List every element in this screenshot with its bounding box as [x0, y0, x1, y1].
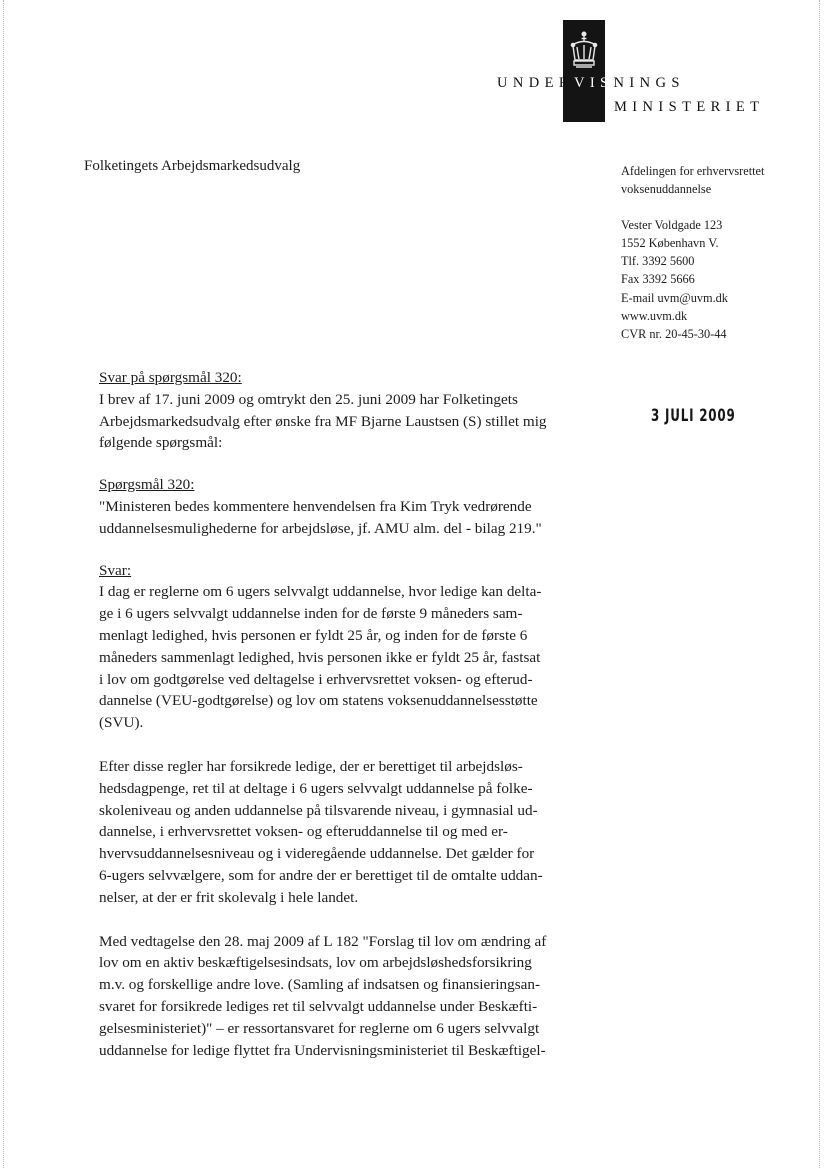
sender-address: Vester Voldgade 123 — [621, 218, 723, 233]
answer-line: måneders sammenlagt ledighed, hvis personen ikke er fyldt 25 år, fastsat — [99, 648, 541, 666]
answer-paragraph-1 — [99, 560, 569, 734]
sender-city: 1552 København V. — [621, 236, 719, 251]
recipient: Folketingets Arbejdsmarkedsudvalg — [84, 158, 301, 174]
department-line1: Afdelingen for erhvervsrettet — [621, 164, 765, 178]
intro-section — [99, 367, 569, 454]
answer-line: svaret for forsikrede lediges ret til selvvalgt uddannelse under Beskæfti- — [99, 997, 538, 1015]
answer-line: hedsdagpenge, ret til at deltage i 6 ugers selvvalgt uddannelse på folke- — [99, 779, 533, 797]
answer-line: dannelse (VEU-godtgørelse) og lov om statens voksenuddannelsesstøtte — [99, 692, 538, 710]
answer-line: m.v. og forskellige andre love. (Samling af indsatsen og finansieringsan- — [99, 976, 541, 994]
sender-cvr: CVR nr. 20-45-30-44 — [621, 326, 727, 341]
intro-heading: Svar på spørgsmål 320: — [99, 369, 242, 386]
answer-line: lov om en aktiv beskæftigelsesindsats, lov om arbejdsløshedsforsikring — [99, 954, 532, 972]
answer-line: skoleniveau og anden uddannelse på tilsvarende niveau, i gymnasial ud- — [99, 801, 538, 819]
answer-line: Efter disse regler har forsikrede ledige, der er berettiget til arbejdsløs- — [99, 757, 523, 775]
answer-line: hvervsuddannelsesniveau og i videregående uddannelse. Det gælder for — [99, 845, 535, 863]
answer-paragraph-3 — [99, 931, 569, 1062]
intro-line: I brev af 17. juni 2009 og omtrykt den 25. juni 2009 har Folketingets — [99, 390, 518, 408]
date-stamp: 3 JULI 2009 — [651, 406, 736, 426]
question-line: uddannelsesmulighederne for arbejdsløse, jf. AMU alm. del - bilag 219." — [99, 519, 542, 537]
answer-line: uddannelse for ledige flyttet fra Undervisningsministeriet til Beskæftigel- — [99, 1041, 546, 1059]
sender-fax: Fax 3392 5666 — [621, 272, 695, 287]
page-edge-right — [819, 0, 821, 1168]
logo-wordmark-line1 — [497, 73, 685, 93]
question-heading: Spørgsmål 320: — [99, 476, 195, 494]
page-edge-left — [3, 0, 5, 1168]
logo-wordmark-line2: MINISTERIET — [614, 99, 765, 115]
answer-line: nelser, at der er frit skolevalg i hele landet. — [99, 888, 359, 906]
answer-heading: Svar: — [99, 561, 132, 579]
ministry-logo-block — [563, 20, 605, 122]
logo-wordmark-part2: VIS — [573, 75, 614, 91]
sender-phone: Tlf. 3392 5600 — [621, 254, 695, 269]
answer-paragraph-2 — [99, 756, 569, 909]
answer-line: (SVU). — [99, 714, 144, 732]
answer-line: gelsesministeriet)" – er ressortansvaret for reglerne om 6 ugers selvvalgt — [99, 1019, 540, 1037]
logo-wordmark-part3: NINGS — [613, 75, 685, 91]
sender-web: www.uvm.dk — [621, 308, 688, 323]
intro-line: Arbejdsmarkedsudvalg efter ønske fra MF Bjarne Laustsen (S) stillet mig — [99, 412, 547, 430]
answer-line: 6-ugers selvvælgere, som for andre der er berettiget til de omtalte uddan- — [99, 866, 543, 884]
intro-line: følgende spørgsmål: — [99, 434, 223, 452]
sender-block — [621, 162, 811, 343]
logo-wordmark-part1: UNDER — [497, 75, 574, 91]
sender-department — [621, 162, 811, 198]
department-line2: voksenuddannelse — [621, 182, 712, 197]
crown-icon — [568, 30, 600, 72]
sender-email: E-mail uvm@uvm.dk — [621, 290, 728, 305]
answer-line: Med vedtagelse den 28. maj 2009 af L 182 "Forslag til lov om ændring af — [99, 932, 547, 950]
answer-line: menlagt ledighed, hvis personen er fyldt 25 år, og inden for de første 6 — [99, 626, 528, 644]
answer-line: i lov om godtgørelse ved deltagelse i erhvervsrettet voksen- og efterud- — [99, 670, 533, 688]
answer-line: I dag er reglerne om 6 ugers selvvalgt uddannelse, hvor ledige kan delta- — [99, 583, 542, 601]
answer-line: ge i 6 ugers selvvalgt uddannelse inden for de første 9 måneders sam- — [99, 605, 523, 623]
letter-body — [99, 367, 569, 1061]
question-section — [99, 474, 569, 539]
question-line: "Ministeren bedes kommentere henvendelsen fra Kim Tryk vedrørende — [99, 497, 532, 515]
answer-line: dannelse, i erhvervsrettet voksen- og efteruddannelse til og med er- — [99, 823, 508, 841]
